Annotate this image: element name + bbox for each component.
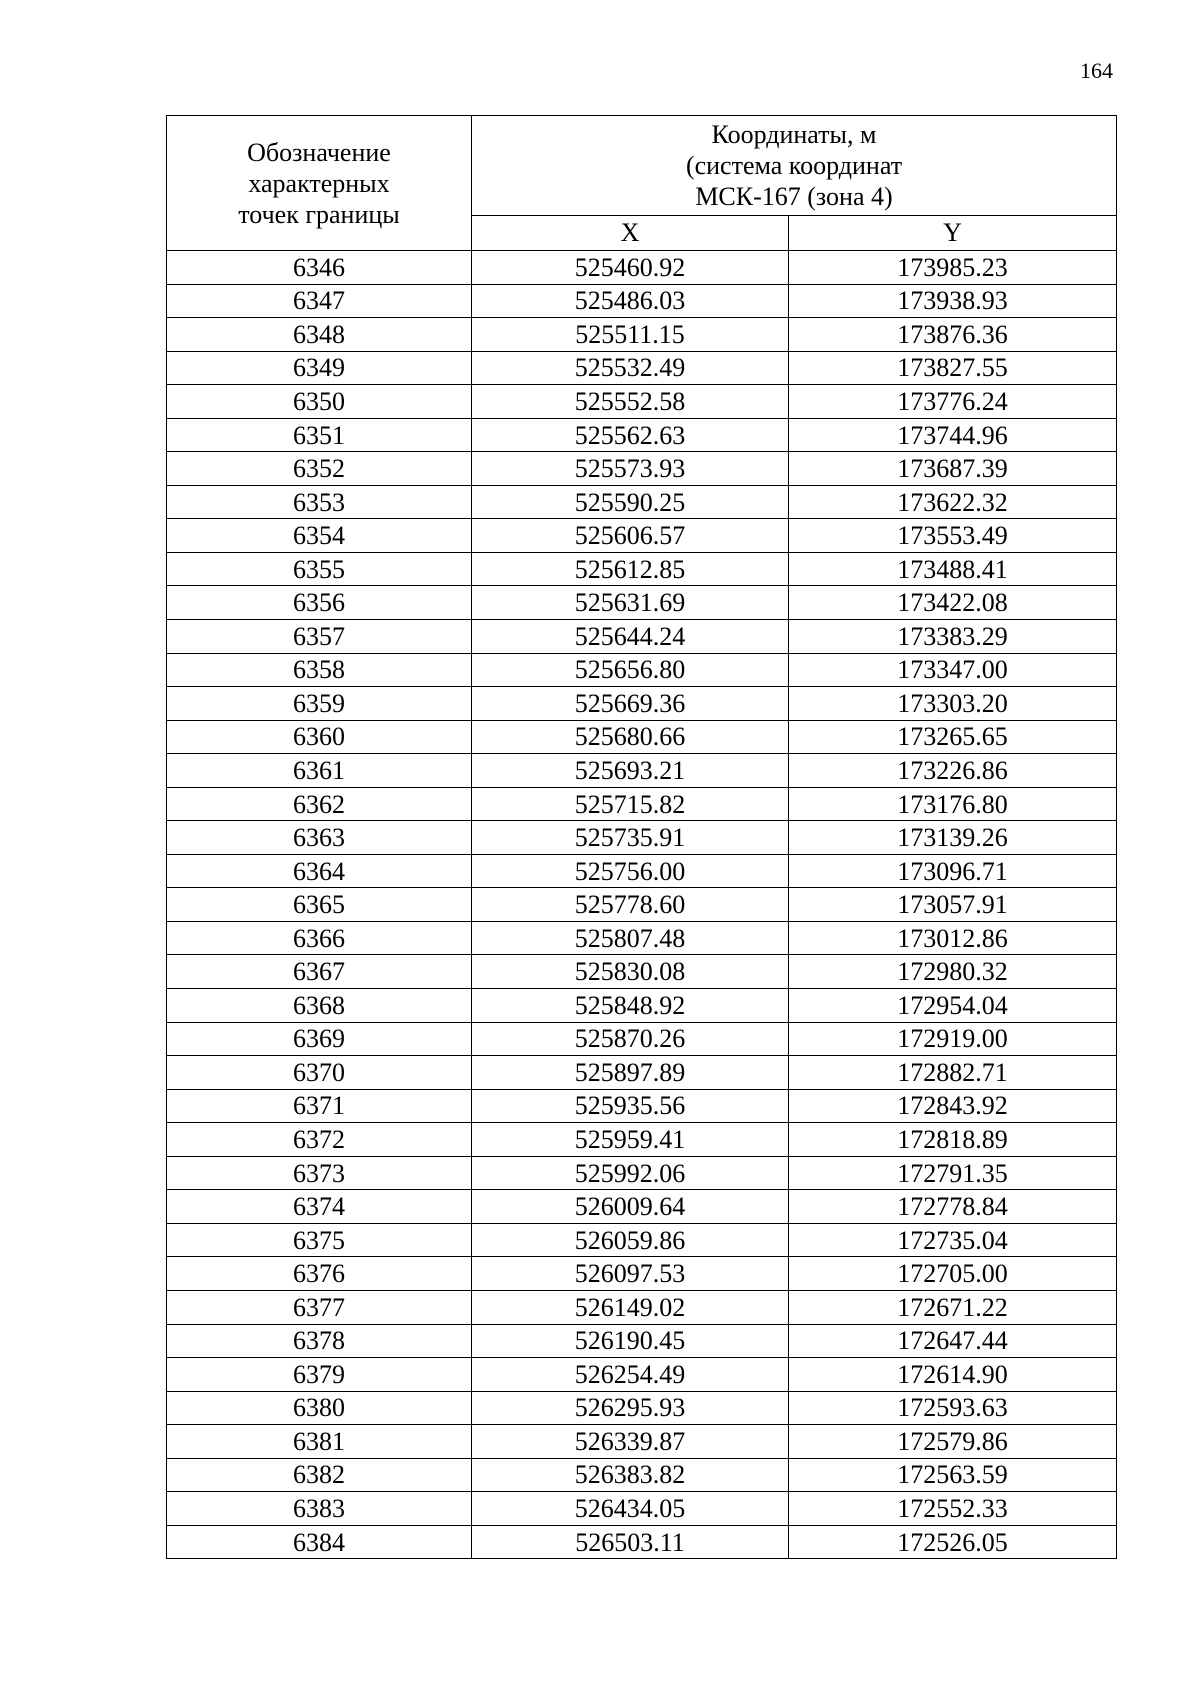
point-cell: 6370	[167, 1056, 472, 1090]
table-row	[167, 754, 1117, 788]
x-cell: 525715.82	[472, 787, 789, 821]
point-cell: 6372	[167, 1123, 472, 1157]
table-row	[167, 1123, 1117, 1157]
point-cell: 6380	[167, 1391, 472, 1425]
table-row	[167, 485, 1117, 519]
table-row	[167, 888, 1117, 922]
x-column-header: X	[472, 216, 789, 251]
table-row	[167, 620, 1117, 654]
x-cell: 525756.00	[472, 854, 789, 888]
x-cell: 525511.15	[472, 318, 789, 352]
y-cell: 173422.08	[789, 586, 1117, 620]
point-cell: 6347	[167, 284, 472, 318]
x-cell: 525807.48	[472, 921, 789, 955]
table-row	[167, 687, 1117, 721]
y-cell: 173938.93	[789, 284, 1117, 318]
point-cell: 6364	[167, 854, 472, 888]
table-row	[167, 519, 1117, 553]
table-row	[167, 989, 1117, 1023]
point-cell: 6368	[167, 989, 472, 1023]
points-header-line: Обозначение	[247, 137, 391, 167]
point-cell: 6365	[167, 888, 472, 922]
table-row	[167, 1525, 1117, 1559]
point-cell: 6371	[167, 1089, 472, 1123]
x-cell: 525669.36	[472, 687, 789, 721]
x-cell: 526339.87	[472, 1425, 789, 1459]
point-cell: 6383	[167, 1492, 472, 1526]
x-cell: 526059.86	[472, 1223, 789, 1257]
x-cell: 525552.58	[472, 385, 789, 419]
x-cell: 525830.08	[472, 955, 789, 989]
y-cell: 172818.89	[789, 1123, 1117, 1157]
points-header-line: характерных	[248, 168, 390, 198]
coords-header-line: (система координат	[685, 151, 903, 181]
table-row	[167, 720, 1117, 754]
table-row	[167, 921, 1117, 955]
x-cell: 526254.49	[472, 1358, 789, 1392]
x-cell: 526149.02	[472, 1290, 789, 1324]
x-cell: 526097.53	[472, 1257, 789, 1291]
table-row	[167, 418, 1117, 452]
point-cell: 6382	[167, 1458, 472, 1492]
x-cell: 525693.21	[472, 754, 789, 788]
x-cell: 525935.56	[472, 1089, 789, 1123]
table-row	[167, 1257, 1117, 1291]
table-row	[167, 385, 1117, 419]
x-cell: 525644.24	[472, 620, 789, 654]
y-cell: 173744.96	[789, 418, 1117, 452]
x-cell: 525735.91	[472, 821, 789, 855]
point-cell: 6351	[167, 418, 472, 452]
x-cell: 525870.26	[472, 1022, 789, 1056]
x-cell: 526383.82	[472, 1458, 789, 1492]
x-cell: 525532.49	[472, 351, 789, 385]
y-cell: 173876.36	[789, 318, 1117, 352]
table-row	[167, 251, 1117, 285]
x-cell: 525486.03	[472, 284, 789, 318]
y-cell: 173176.80	[789, 787, 1117, 821]
y-cell: 172954.04	[789, 989, 1117, 1023]
x-cell: 525460.92	[472, 251, 789, 285]
table-row	[167, 1223, 1117, 1257]
y-cell: 172735.04	[789, 1223, 1117, 1257]
coords-header-line: Координаты, м	[711, 120, 877, 150]
y-cell: 172593.63	[789, 1391, 1117, 1425]
y-cell: 173265.65	[789, 720, 1117, 754]
y-cell: 172705.00	[789, 1257, 1117, 1291]
table-row	[167, 586, 1117, 620]
x-cell: 525959.41	[472, 1123, 789, 1157]
y-cell: 172614.90	[789, 1358, 1117, 1392]
table-row	[167, 854, 1117, 888]
x-cell: 525631.69	[472, 586, 789, 620]
point-cell: 6379	[167, 1358, 472, 1392]
table-header	[167, 116, 1117, 251]
y-cell: 173303.20	[789, 687, 1117, 721]
table-row	[167, 284, 1117, 318]
table-body	[167, 251, 1117, 1559]
table-row	[167, 1022, 1117, 1056]
point-cell: 6346	[167, 251, 472, 285]
point-cell: 6353	[167, 485, 472, 519]
point-cell: 6356	[167, 586, 472, 620]
y-cell: 173687.39	[789, 452, 1117, 486]
x-cell: 525778.60	[472, 888, 789, 922]
table-row	[167, 821, 1117, 855]
x-cell: 525656.80	[472, 653, 789, 687]
point-cell: 6381	[167, 1425, 472, 1459]
points-header-line: точек границы	[238, 199, 400, 229]
point-cell: 6376	[167, 1257, 472, 1291]
y-cell: 173226.86	[789, 754, 1117, 788]
points-column-header	[167, 116, 472, 251]
table-row	[167, 1425, 1117, 1459]
point-cell: 6369	[167, 1022, 472, 1056]
y-cell: 173827.55	[789, 351, 1117, 385]
y-cell: 172647.44	[789, 1324, 1117, 1358]
y-cell: 172526.05	[789, 1525, 1117, 1559]
y-cell: 172552.33	[789, 1492, 1117, 1526]
table-row	[167, 955, 1117, 989]
x-cell: 525612.85	[472, 552, 789, 586]
y-column-header: Y	[789, 216, 1117, 251]
x-cell: 525590.25	[472, 485, 789, 519]
point-cell: 6366	[167, 921, 472, 955]
point-cell: 6357	[167, 620, 472, 654]
point-cell: 6358	[167, 653, 472, 687]
table-row	[167, 1358, 1117, 1392]
table-row	[167, 318, 1117, 352]
x-cell: 525562.63	[472, 418, 789, 452]
point-cell: 6378	[167, 1324, 472, 1358]
point-cell: 6350	[167, 385, 472, 419]
y-cell: 173383.29	[789, 620, 1117, 654]
table-row	[167, 552, 1117, 586]
point-cell: 6362	[167, 787, 472, 821]
table-row	[167, 1089, 1117, 1123]
point-cell: 6352	[167, 452, 472, 486]
y-cell: 172980.32	[789, 955, 1117, 989]
point-cell: 6354	[167, 519, 472, 553]
coordinates-column-header	[472, 116, 1117, 216]
x-cell: 525606.57	[472, 519, 789, 553]
x-cell: 525897.89	[472, 1056, 789, 1090]
table-row	[167, 1156, 1117, 1190]
table-row	[167, 1324, 1117, 1358]
y-cell: 172778.84	[789, 1190, 1117, 1224]
table-row	[167, 653, 1117, 687]
y-cell: 173622.32	[789, 485, 1117, 519]
y-cell: 172919.00	[789, 1022, 1117, 1056]
table-row	[167, 1290, 1117, 1324]
point-cell: 6363	[167, 821, 472, 855]
table-row	[167, 787, 1117, 821]
y-cell: 173057.91	[789, 888, 1117, 922]
x-cell: 526009.64	[472, 1190, 789, 1224]
point-cell: 6374	[167, 1190, 472, 1224]
y-cell: 173553.49	[789, 519, 1117, 553]
point-cell: 6360	[167, 720, 472, 754]
table-row	[167, 1458, 1117, 1492]
page-number: 164	[1080, 58, 1113, 83]
x-cell: 525573.93	[472, 452, 789, 486]
point-cell: 6384	[167, 1525, 472, 1559]
y-cell: 172579.86	[789, 1425, 1117, 1459]
coords-header-line: МСК-167 (зона 4)	[695, 182, 893, 212]
y-cell: 172791.35	[789, 1156, 1117, 1190]
y-cell: 173488.41	[789, 552, 1117, 586]
point-cell: 6367	[167, 955, 472, 989]
y-cell: 173776.24	[789, 385, 1117, 419]
point-cell: 6361	[167, 754, 472, 788]
y-cell: 173096.71	[789, 854, 1117, 888]
x-cell: 525992.06	[472, 1156, 789, 1190]
table-row	[167, 351, 1117, 385]
x-cell: 526503.11	[472, 1525, 789, 1559]
point-cell: 6375	[167, 1223, 472, 1257]
y-cell: 173139.26	[789, 821, 1117, 855]
y-cell: 173347.00	[789, 653, 1117, 687]
point-cell: 6373	[167, 1156, 472, 1190]
x-cell: 525848.92	[472, 989, 789, 1023]
point-cell: 6348	[167, 318, 472, 352]
table-row	[167, 1056, 1117, 1090]
table-row	[167, 1492, 1117, 1526]
x-cell: 525680.66	[472, 720, 789, 754]
y-cell: 172843.92	[789, 1089, 1117, 1123]
coordinates-table	[166, 115, 1117, 1559]
point-cell: 6377	[167, 1290, 472, 1324]
table-row	[167, 1190, 1117, 1224]
point-cell: 6359	[167, 687, 472, 721]
x-cell: 526434.05	[472, 1492, 789, 1526]
y-cell: 173985.23	[789, 251, 1117, 285]
table-row	[167, 452, 1117, 486]
x-cell: 526295.93	[472, 1391, 789, 1425]
point-cell: 6349	[167, 351, 472, 385]
y-cell: 173012.86	[789, 921, 1117, 955]
table-row	[167, 1391, 1117, 1425]
x-cell: 526190.45	[472, 1324, 789, 1358]
y-cell: 172563.59	[789, 1458, 1117, 1492]
point-cell: 6355	[167, 552, 472, 586]
y-cell: 172671.22	[789, 1290, 1117, 1324]
y-cell: 172882.71	[789, 1056, 1117, 1090]
